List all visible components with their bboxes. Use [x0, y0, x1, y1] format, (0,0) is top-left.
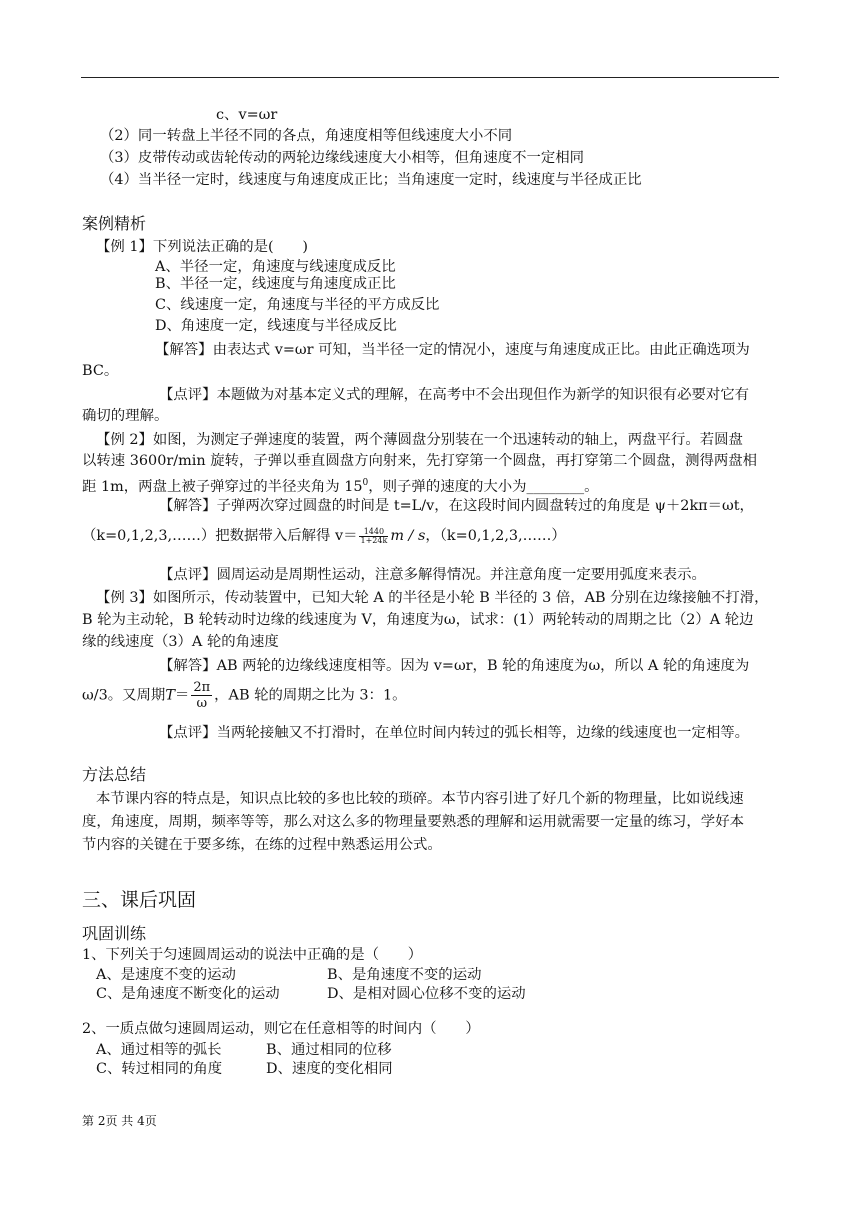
example-3-question-line2: B 轮为主动轮，B 轮转动时边缘的线速度为 V，角速度为ω，试求：(1）两轮转动的周期之比（2）A 轮边	[82, 612, 754, 628]
period-fraction: $\frac{2\pi}{\omega}$	[193, 680, 211, 711]
method-summary-line3: 节内容的关键在于要多练，在练的过程中熟悉运用公式。	[82, 837, 442, 853]
section-heading-case: 案例精析	[82, 214, 147, 233]
point-4: （4）当半径一定时，线速度与角速度成正比；当角速度一定时，线速度与半径成正比	[100, 172, 642, 188]
page-footer: 第 2页 共 4页	[82, 1114, 157, 1128]
question-1-option-a: A、是速度不变的运动	[96, 967, 236, 983]
example-2-solution: 【解答】子弹两次穿过圆盘的时间是 t=L/v，在这段时间内圆盘转过的角度是 ψ＋2kπ＝ωt，	[159, 498, 754, 514]
question-1-option-c: C、是角速度不断变化的运动	[96, 986, 280, 1002]
example-2-question: 【例 2】如图，为测定子弹速度的装置，两个薄圆盘分别装在一个迅速转动的轴上，两盘平行。若圆盘	[96, 432, 743, 448]
example-3-solution: 【解答】AB 两轮的边缘线速度相等。因为 v=ωr，B 轮的角速度为ω，所以 A 轮的角速度为	[159, 658, 750, 674]
section-heading-3: 三、课后巩固	[82, 889, 197, 911]
example-1-option-d: D、角速度一定，线速度与半径成反比	[155, 318, 397, 334]
formula-line: c、v=ωr	[216, 107, 278, 123]
example-1-review-cont: 确切的理解。	[82, 408, 169, 424]
example-3-question-line3: 缘的线速度（3）A 轮的角速度	[82, 634, 279, 650]
section-heading-training: 巩固训练	[82, 924, 147, 943]
question-1-option-d: D、是相对圆心位移不变的运动	[327, 986, 526, 1002]
example-3-question: 【例 3】如图所示，传动装置中，已知大轮 A 的半径是小轮 B 半径的 3 倍，AB 分别在边缘接触不打滑，	[96, 590, 769, 606]
question-2-option-c: C、转过相同的角度	[96, 1061, 223, 1077]
point-3: （3）皮带传动或齿轮传动的两轮边缘线速度大小相等，但角速度不一定相同	[100, 150, 585, 166]
example-2-question-line3: 距 1m，两盘上被子弹穿过的半径夹角为 $15^0$，则子弹的速度的大小为________。	[82, 478, 599, 495]
question-2-option-b: B、通过相同的位移	[266, 1042, 392, 1058]
example-2-solution-formula: （k=0,1,2,3,……）把数据带入后解得 v＝ $\frac{1440}{1+24k}$ m / s，（k=0,1,2,3,……）	[82, 526, 566, 545]
question-2: 2、一质点做匀速圆周运动，则它在任意相等的时间内（ ）	[82, 1021, 480, 1037]
question-1: 1、下列关于匀速圆周运动的说法中正确的是（ ）	[82, 947, 423, 963]
example-1-option-a: A、半径一定，角速度与线速度成反比	[155, 259, 396, 275]
question-2-option-a: A、通过相等的弧长	[96, 1042, 222, 1058]
example-1-option-b: B、半径一定，线速度与角速度成正比	[155, 276, 396, 292]
method-summary-line2: 度，角速度，周期，频率等等，那么对这么多的物理量要熟悉的理解和运用就需要一定量的练习，学好本	[82, 814, 744, 830]
example-1-question: 【例 1】下列说法正确的是( )	[96, 239, 309, 255]
question-2-option-d: D、速度的变化相同	[266, 1061, 393, 1077]
point-2: （2）同一转盘上半径不同的各点，角速度相等但线速度大小不同	[100, 128, 513, 144]
example-3-solution-formula: ω/3。又周期T＝ $\frac{2\pi}{\omega}$ ，AB 轮的周期之比为 3：1。	[82, 680, 407, 711]
example-2-question-line2: 以转速 3600r/min 旋转，子弹以垂直圆盘方向射来，先打穿第一个圆盘，再打穿第二个圆盘，测得两盘相	[82, 453, 758, 469]
header-rule	[81, 77, 779, 78]
example-1-review: 【点评】本题做为对基本定义式的理解，在高考中不会出现但作为新学的知识很有必要对它有	[159, 387, 750, 403]
velocity-fraction: $\frac{1440}{1+24k}$	[360, 526, 388, 545]
example-1-solution: 【解答】由表达式 v=ωr 可知，当半径一定的情况小，速度与角速度成正比。由此正确选项为	[155, 342, 750, 358]
section-heading-method: 方法总结	[82, 765, 147, 784]
example-2-review: 【点评】圆周运动是周期性运动，注意多解得情况。并注意角度一定要用弧度来表示。	[159, 567, 706, 583]
example-1-option-c: C、线速度一定，角速度与半径的平方成反比	[155, 297, 440, 313]
example-1-solution-cont: BC。	[82, 363, 119, 379]
question-1-option-b: B、是角速度不变的运动	[327, 967, 482, 983]
example-3-review: 【点评】当两轮接触又不打滑时，在单位时间内转过的弧长相等，边缘的线速度也一定相等。	[159, 725, 750, 741]
method-summary-line1: 本节课内容的特点是，知识点比较的多也比较的琐碎。本节内容引进了好几个新的物理量，比如说线速	[96, 791, 744, 807]
